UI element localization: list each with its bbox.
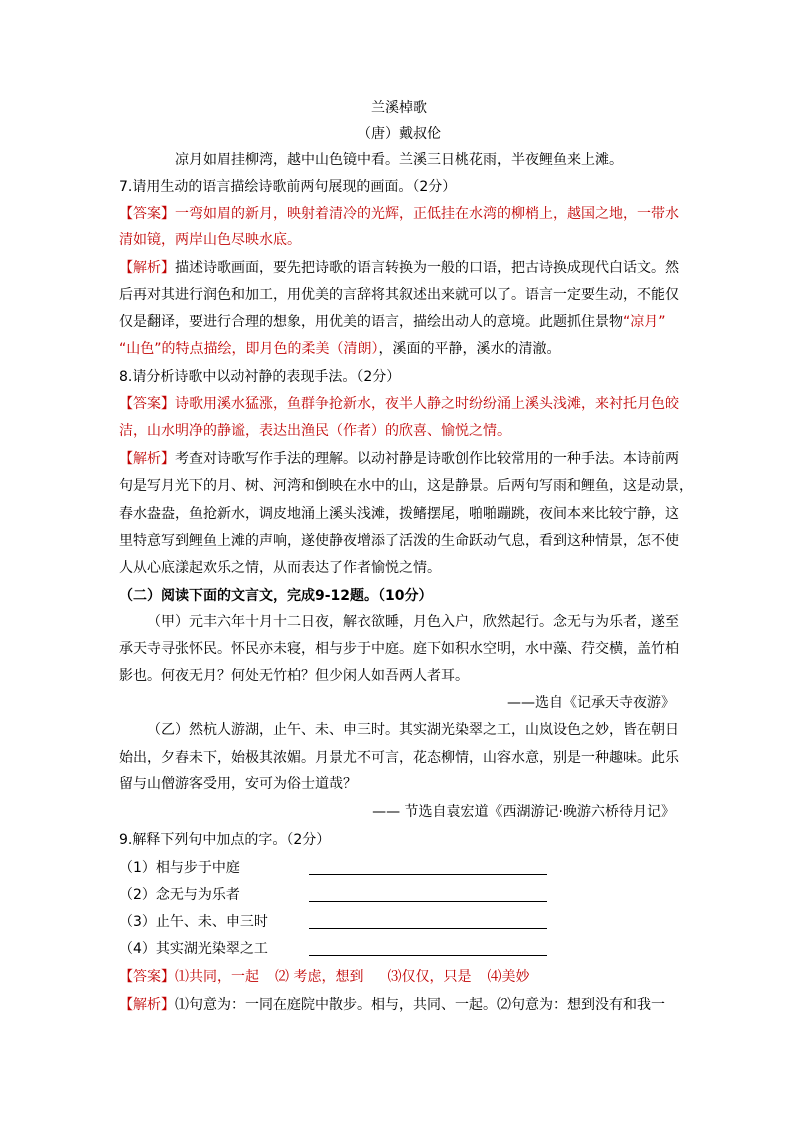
passage-yi-line: （乙）然杭人游湖，止午、未、申三时。其实湖光染翠之工，山岚设色之妙，皆在朝日 — [147, 722, 679, 738]
answer-8-line-2: 洁，山水明净的静谧，表达出渔民（作者）的欣喜、愉悦之情。 — [119, 423, 511, 439]
analysis-text: ⑴句意为：一同在庭院中散步。相与，共同、一起。⑵句意为：想到没有和我一 — [175, 997, 665, 1013]
question-8: 8.请分析诗歌中以动衬静的表现手法。（2分） — [119, 369, 401, 385]
analysis-7-line-2: 后再对其进行润色和加工，用优美的言辞将其叙述出来就可以了。语言一定要生动，不能仅 — [119, 287, 679, 303]
analysis-8-line-2: 句是写月光下的月、树、河湾和倒映在水中的山，这是静景。后两句写雨和鲤鱼，这是动景， — [119, 478, 693, 494]
analysis-7-line-4 — [119, 339, 679, 359]
analysis-8-line-3: 春水盎盎，鱼抢新水，调皮地涌上溪头浅滩，拨鳍摆尾，啪啪蹦跳，夜间本来比较宁静，这 — [119, 506, 679, 522]
answer-blank-4[interactable] — [309, 955, 547, 956]
analysis-tag: 【解析】 — [119, 997, 175, 1013]
section-heading: （二）阅读下面的文言文，完成9-12题。（10分） — [119, 588, 433, 604]
answer-tag: 【答案】 — [119, 396, 175, 412]
question-7: 7.请用生动的语言描绘诗歌前两句展现的画面。（2分） — [119, 179, 457, 195]
passage-yi-line-2: 始出，夕舂未下，始极其浓媚。月景尤不可言，花态柳情，山容水意，别是一种趣味。此乐 — [119, 750, 679, 766]
analysis-quote: “凉月” — [623, 314, 666, 330]
q9-item-4: （4）其实湖光染翠之工 — [119, 941, 268, 957]
q9-item-3: （3）止午、未、申三时 — [119, 914, 268, 930]
analysis-text: 考查对诗歌写作手法的理解。以动衬静是诗歌创作比较常用的一种手法。本诗前两 — [175, 451, 679, 467]
poem-text: 凉月如眉挂柳湾，越中山色镜中看。兰溪三日桃花雨，半夜鲤鱼来上滩。 — [175, 152, 623, 168]
passage-yi-line-3: 留与山僧游客受用，安可为俗士道哉？ — [119, 776, 357, 792]
analysis-8-line — [119, 449, 679, 469]
answer-blank-3[interactable] — [309, 928, 547, 929]
poem-title: 兰溪棹歌 — [371, 100, 427, 116]
answer-text: 一弯如眉的新月，映射着清冷的光辉，正低挂在水湾的柳梢上，越国之地，一带水 — [175, 206, 679, 222]
answer-tag: 【答案】 — [119, 206, 175, 222]
q9-item-1: （1）相与步于中庭 — [119, 860, 240, 876]
answer-blank-2[interactable] — [309, 901, 547, 902]
passage-yi-source: —— 节选自袁宏道《西湖游记·晚游六桥待月记》 — [372, 804, 675, 820]
answer-blank-1[interactable] — [309, 874, 547, 875]
passage-jia-line-3: 影也。何夜无月？何处无竹柏？但少闲人如吾两人者耳。 — [119, 668, 469, 684]
analysis-tag: 【解析】 — [119, 260, 175, 276]
question-9: 9.解释下列句中加点的字。（2分） — [119, 832, 331, 848]
analysis-tag: 【解析】 — [119, 451, 175, 467]
answer-8-line — [119, 394, 679, 414]
passage-jia-line-2: 承天寺寻张怀民。怀民亦未寝，相与步于中庭。庭下如积水空明，水中藻、荇交横，盖竹柏 — [119, 641, 679, 657]
analysis-text: ，溪面的平静，溪水的清澈。 — [378, 341, 561, 357]
analysis-quote: “山色”的特点描绘，即月色的柔美（清朗） — [119, 341, 379, 357]
analysis-8-line-4: 里特意写到鲤鱼上滩的声响，遂使静夜增添了活泼的生命跃动气息，看到这种情景，怎不使 — [119, 533, 679, 549]
analysis-text: 描述诗歌画面，要先把诗歌的语言转换为一般的口语，把古诗换成现代白话文。然 — [175, 260, 679, 276]
passage-jia-line: （甲）元丰六年十月十二日夜，解衣欲睡，月色入户，欣然起行。念无与为乐者，遂至 — [147, 614, 679, 630]
answer-tag: 【答案】 — [119, 969, 175, 985]
poem-author: （唐）戴叔伦 — [357, 126, 441, 142]
answer-item-2: ⑵ 考虑，想到 — [275, 969, 364, 985]
analysis-8-line-5: 人从心底漾起欢乐之情，从而表达了作者愉悦之情。 — [119, 560, 441, 576]
passage-jia-source: ——选自《记承天寺夜游》 — [507, 695, 675, 711]
answer-text: 诗歌用溪水猛涨，鱼群争抢新水，夜半人静之时纷纷涌上溪头浅滩，来衬托月色皎 — [175, 396, 679, 412]
q9-item-2: （2）念无与为乐者 — [119, 887, 240, 903]
analysis-text: 仅是翻译，要进行合理的想象，用优美的语言，描绘出动人的意境。此题抓住景物 — [119, 314, 623, 330]
answer-item-3: ⑶仅仅，只是 — [387, 969, 472, 985]
answer-item-1: ⑴共同，一起 — [175, 969, 259, 985]
answer-item-4: ⑷美妙 — [487, 969, 530, 985]
answer-9-line — [119, 967, 679, 987]
answer-7-line — [119, 204, 679, 224]
answer-7-line-2: 清如镜，两岸山色尽映水底。 — [119, 232, 301, 248]
analysis-7-line — [119, 258, 679, 278]
analysis-7-line-3 — [119, 312, 679, 332]
analysis-9-line — [119, 995, 679, 1015]
